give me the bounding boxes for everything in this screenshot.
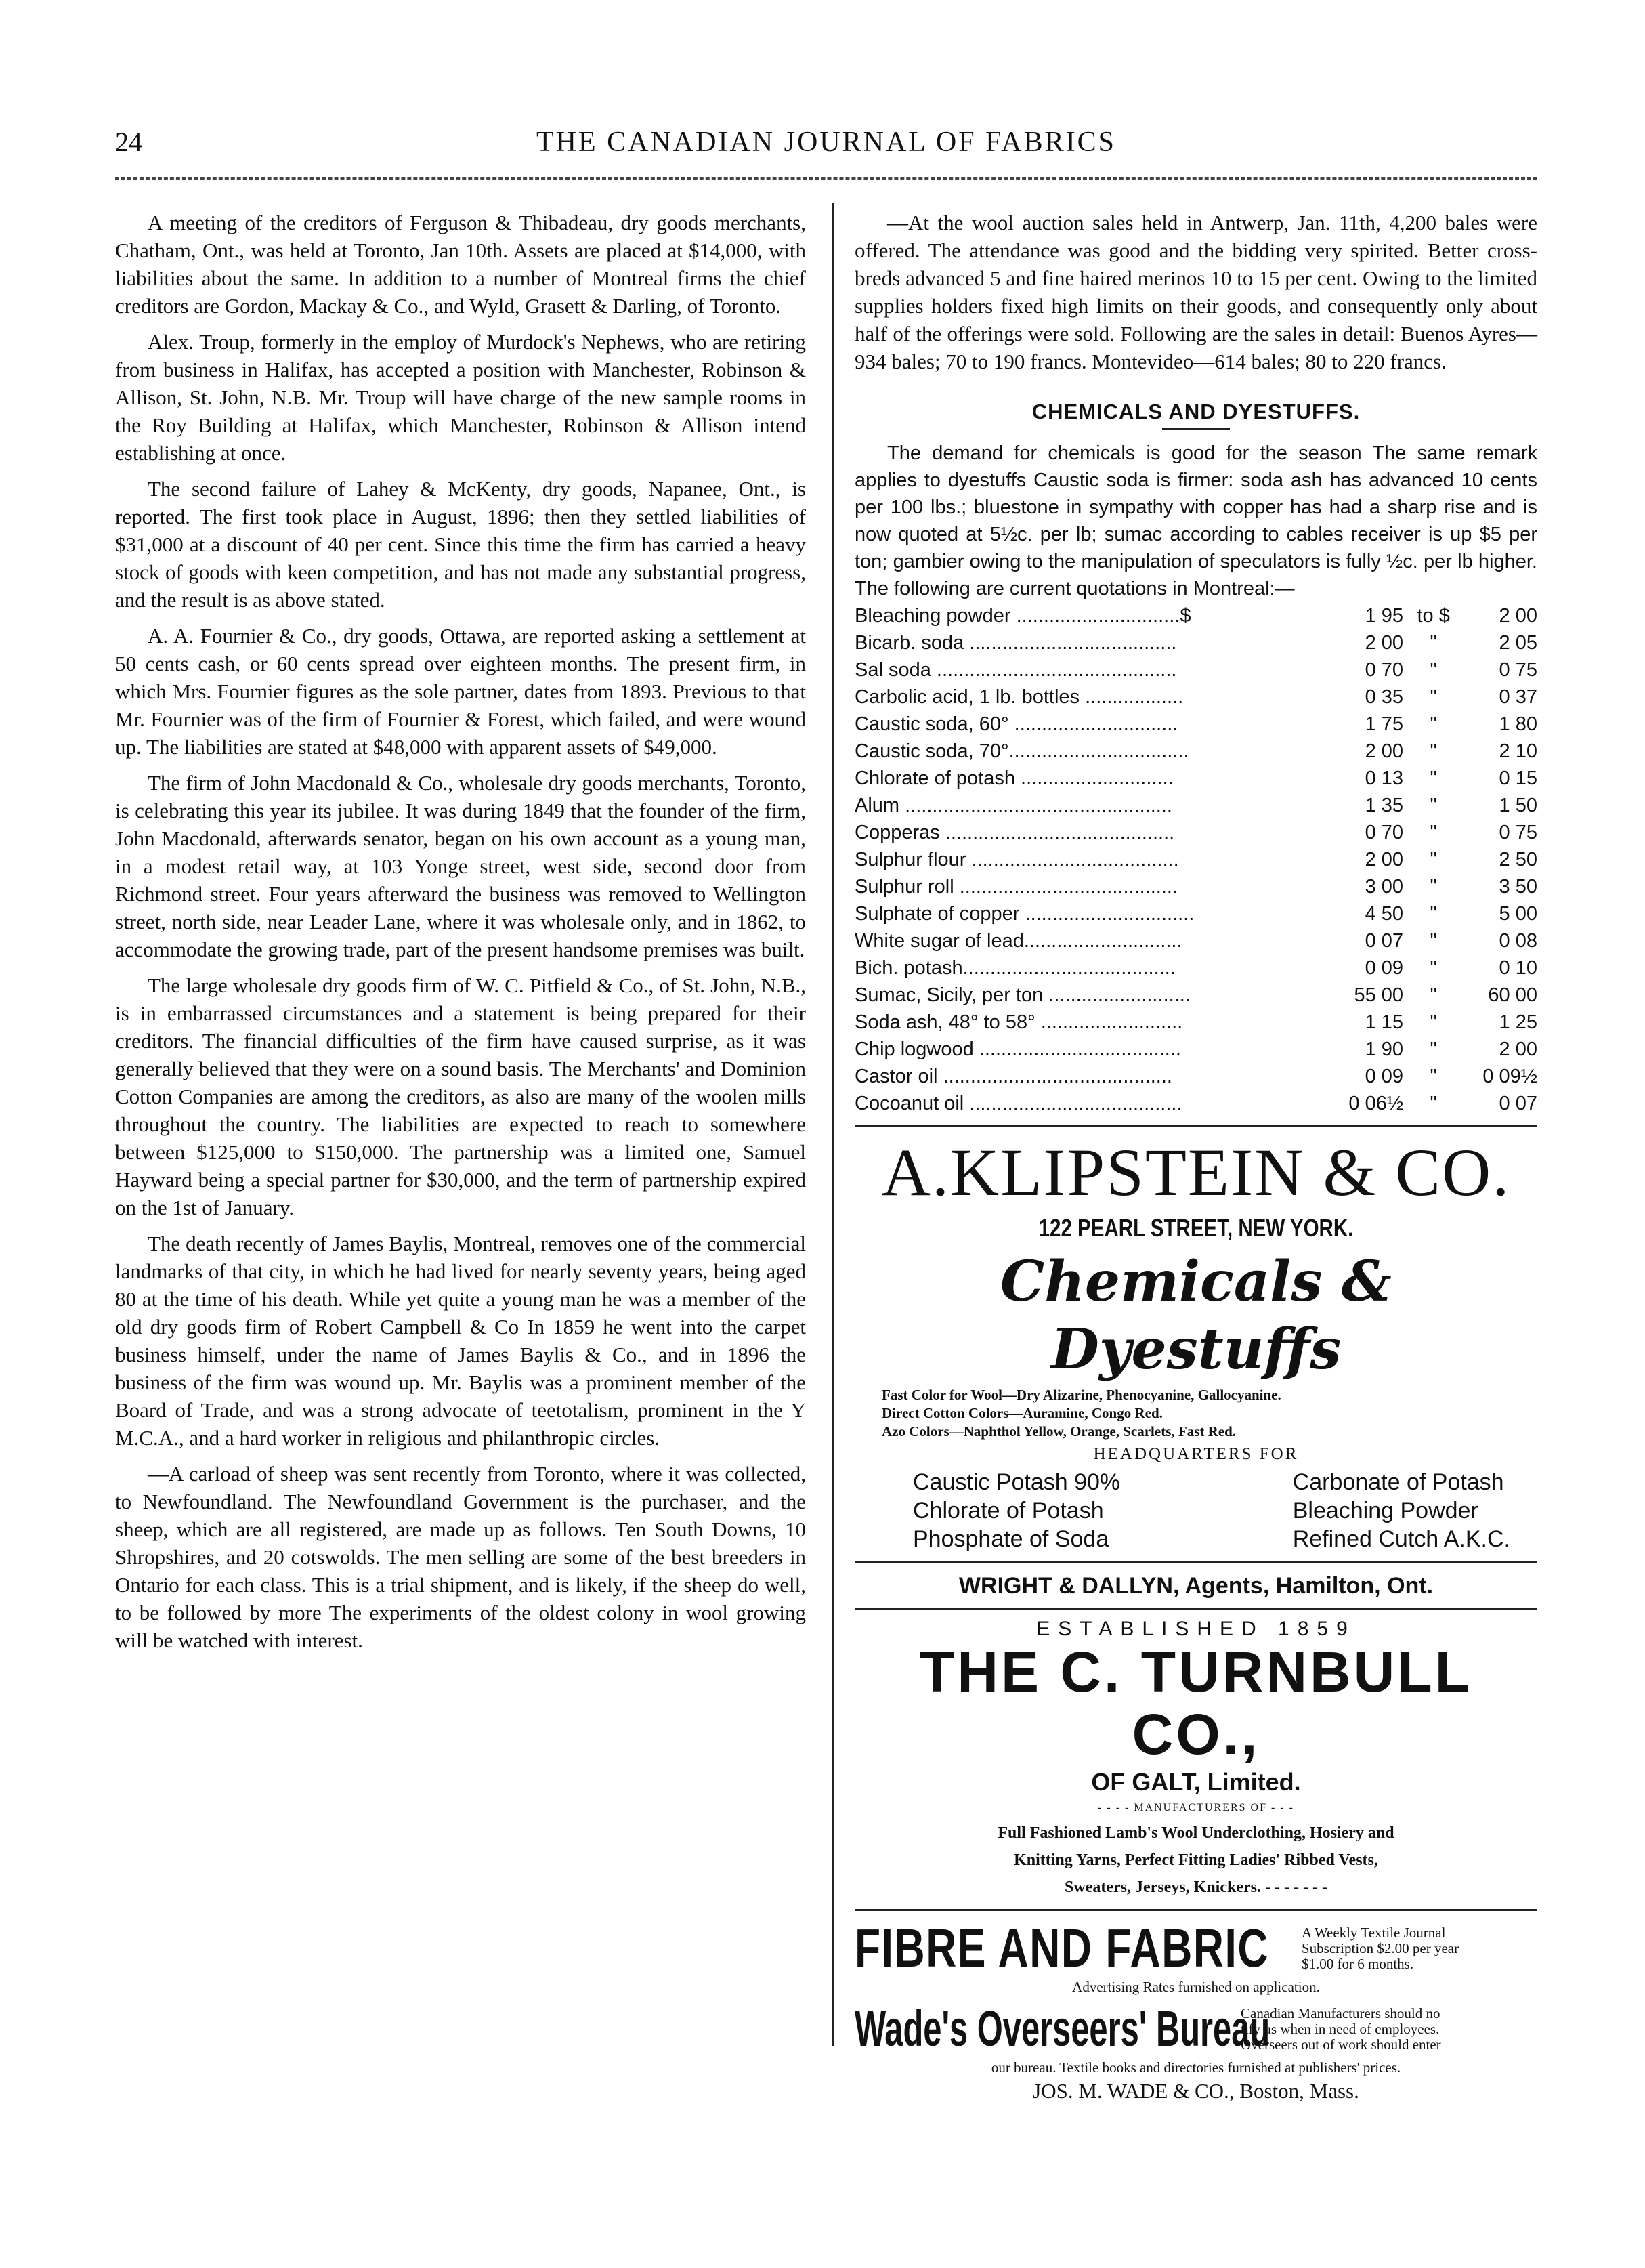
price-separator: " xyxy=(1430,795,1437,816)
price-high: 2 05 xyxy=(1499,632,1537,654)
ad-product: Phosphate of Soda xyxy=(913,1526,1109,1552)
ad-goods-line: Sweaters, Jerseys, Knickers. - - - - - - - xyxy=(1065,1878,1327,1896)
price-item: Soda ash, 48° to 58° .......................... xyxy=(855,1011,1183,1033)
ad-tagline: Chemicals & Dyestuffs xyxy=(1000,1249,1392,1382)
price-separator: " xyxy=(1430,930,1437,952)
ad-wade-description xyxy=(1241,2006,1441,2053)
price-separator: " xyxy=(1430,876,1437,898)
price-row xyxy=(855,738,1537,765)
page-header xyxy=(115,126,1537,167)
price-separator: to $ xyxy=(1417,605,1450,627)
price-item: Sal soda ............................................ xyxy=(855,659,1177,681)
price-high: 2 00 xyxy=(1499,605,1537,627)
price-separator: " xyxy=(1430,659,1437,681)
column-divider xyxy=(832,203,834,2046)
price-item: Caustic soda, 70°................................. xyxy=(855,740,1189,762)
price-item: Cocoanut oil ....................................... xyxy=(855,1093,1182,1114)
right-column xyxy=(855,209,1537,2103)
price-item: Bicarb. soda ...................................... xyxy=(855,632,1177,654)
ad-product: Bleaching Powder xyxy=(1292,1498,1478,1524)
section-rule xyxy=(855,1125,1537,1127)
price-row xyxy=(855,1009,1537,1036)
price-low: 1 15 xyxy=(1365,1011,1404,1033)
heading-rule xyxy=(1162,428,1230,430)
price-row xyxy=(855,1090,1537,1117)
price-item: Castor oil .......................................... xyxy=(855,1066,1172,1087)
ad-fibre-row xyxy=(855,1919,1537,1977)
price-item: Chip logwood ..................................... xyxy=(855,1038,1181,1060)
price-low: 1 35 xyxy=(1365,795,1404,816)
ad-colors-line: Fast Color for Wool—Dry Alizarine, Phenocyanine, Gallocyanine. xyxy=(882,1387,1281,1403)
price-high: 0 07 xyxy=(1499,1093,1537,1114)
price-item: Sulphur roll ........................................ xyxy=(855,876,1178,898)
ad-agents: WRIGHT & DALLYN, Agents, Hamilton, Ont. xyxy=(958,1573,1434,1599)
price-separator: " xyxy=(1430,957,1437,979)
price-item: Chlorate of potash ............................ xyxy=(855,768,1174,789)
price-row xyxy=(855,711,1537,738)
ad-description-line: Canadian Manufacturers should no xyxy=(1241,2004,1440,2021)
news-paragraph: —A carload of sheep was sent recently from Toronto, where it was collected, to Newfoundland. The Newfoundland Government is the purchaser, and the sheep, which are all registered, are made up as follows. Ten South Downs, 10 Shropshires, and 20 cotswolds. The men selling are some of the best breeders in Ontario for each class. This is a trial shipment, and is likely, if the sheep do well, to be followed by more The experiments of the oldest colony in wool growing will be watched with interest. xyxy=(115,1462,806,1652)
price-low: 1 75 xyxy=(1365,713,1404,735)
ad-products xyxy=(855,1468,1537,1553)
price-high: 5 00 xyxy=(1499,903,1537,925)
price-low: 0 09 xyxy=(1365,957,1404,979)
ad-goods-line: Full Fashioned Lamb's Wool Underclothing, Hosiery and xyxy=(998,1824,1394,1842)
ad-rule xyxy=(855,1561,1537,1563)
price-high: 1 80 xyxy=(1499,713,1537,735)
price-row xyxy=(855,1036,1537,1063)
ad-company-name: A.KLIPSTEIN & CO. xyxy=(881,1135,1511,1210)
price-low: 4 50 xyxy=(1365,903,1404,925)
price-high: 2 00 xyxy=(1499,1038,1537,1060)
price-item: Carbolic acid, 1 lb. bottles .................. xyxy=(855,686,1184,708)
price-high: 0 15 xyxy=(1499,768,1537,789)
ad-product: Caustic Potash 90% xyxy=(913,1469,1121,1495)
fibre-and-fabric-advertisement xyxy=(855,1919,1537,1996)
news-paragraph: A meeting of the creditors of Ferguson & Thibadeau, dry goods merchants, Chatham, Ont., was held at Toronto, Jan 10th. Assets are placed at $14,000, with liabilities about the same. In addition to a number of Montreal firms the chief creditors are Gordon, Mackay & Co., and Wyld, Grasett & Darling, of Toronto. xyxy=(115,211,806,318)
price-item: Sulphur flour ...................................... xyxy=(855,849,1179,870)
price-item: Copperas .......................................... xyxy=(855,822,1175,843)
price-item: White sugar of lead............................. xyxy=(855,930,1182,952)
news-paragraph: The second failure of Lahey & McKenty, dry goods, Napanee, Ont., is reported. The first took place in August, 1896; then they settled liabilities of $31,000 at a discount of 40 per cent. Since this time the firm has carried a heavy stock of goods with keen competition, and has not made any substantial progress, and the result is as above stated. xyxy=(115,477,806,612)
ad-colors-line: Azo Colors—Naphthol Yellow, Orange, Scarlets, Fast Red. xyxy=(882,1423,1237,1440)
price-row xyxy=(855,927,1537,954)
ad-product: Chlorate of Potash xyxy=(913,1498,1104,1524)
ad-wade-row xyxy=(855,2001,1537,2057)
price-low: 0 13 xyxy=(1365,768,1404,789)
price-low: 1 95 xyxy=(1365,605,1404,627)
price-high: 1 25 xyxy=(1499,1011,1537,1033)
news-paragraph: The firm of John Macdonald & Co., wholesale dry goods merchants, Toronto, is celebrating this year its jubilee. It was during 1849 that the founder of the firm, John Macdonald, afterwards senator, began on his own account as a young man, in a modest retail way, at 103 Yonge street, west side, second door from Richmond street. Four years afterward the business was removed to Wellington street, north side, near Leader Lane, where it was wholesale only, and in 1862, to accommodate the growing trade, part of the present handsome premises was built. xyxy=(115,771,806,961)
price-item: Caustic soda, 60° .............................. xyxy=(855,713,1178,735)
ad-location: OF GALT, Limited. xyxy=(1091,1768,1301,1796)
ad-description-line: A Weekly Textile Journal xyxy=(1302,1924,1446,1941)
price-separator: " xyxy=(1430,903,1437,925)
price-item: Alum ................................................. xyxy=(855,795,1172,816)
header-rule xyxy=(115,177,1537,180)
price-separator: " xyxy=(1430,632,1437,654)
price-item: Bich. potash....................................... xyxy=(855,957,1176,979)
price-high: 0 08 xyxy=(1499,930,1537,952)
price-low: 2 00 xyxy=(1365,849,1404,870)
price-high: 3 50 xyxy=(1499,876,1537,898)
price-row xyxy=(855,1063,1537,1090)
price-row xyxy=(855,792,1537,819)
price-high: 2 50 xyxy=(1499,849,1537,870)
price-separator: " xyxy=(1430,1038,1437,1060)
price-high: 0 75 xyxy=(1499,822,1537,843)
price-row xyxy=(855,684,1537,711)
chemicals-heading: CHEMICALS AND DYESTUFFS. xyxy=(1031,400,1361,423)
price-item: Bleaching powder ..............................$ xyxy=(855,605,1191,627)
price-row xyxy=(855,629,1537,656)
price-high: 0 37 xyxy=(1499,686,1537,708)
price-row xyxy=(855,765,1537,792)
ad-manufacturers-label: - - - - MANUFACTURERS OF - - - xyxy=(1098,1802,1294,1813)
price-high: 60 00 xyxy=(1488,984,1537,1006)
ad-description-line: tify us when in need of employees. xyxy=(1241,2020,1440,2037)
price-low: 0 70 xyxy=(1365,822,1404,843)
price-low: 2 00 xyxy=(1365,740,1404,762)
news-paragraph: The large wholesale dry goods firm of W. C. Pitfield & Co., of St. John, N.B., is in embarrassed circumstances and a statement is being prepared for their creditors. The financial difficulties of the firm have caused surprise, as it was generally believed that they were on a sound basis. The Merchants' and Dominion Cotton Companies are among the creditors, as also are many of the woolen mills throughout the country. The liabilities are expected to reach to somewhere between $125,000 to $150,000. The partnership was a limited one, Samuel Hayward being a special partner for $30,000, and the term of partnership expired on the 1st of January. xyxy=(115,973,806,1219)
price-separator: " xyxy=(1430,984,1437,1006)
price-row xyxy=(855,954,1537,982)
price-separator: " xyxy=(1430,768,1437,789)
section-rule xyxy=(855,1909,1537,1911)
ad-company-name: THE C. TURNBULL CO., xyxy=(920,1640,1472,1766)
price-row xyxy=(855,982,1537,1009)
ad-signature: JOS. M. WADE & CO., Boston, Mass. xyxy=(1033,2079,1359,2103)
section-rule xyxy=(855,1608,1537,1610)
news-paragraph: Alex. Troup, formerly in the employ of Murdock's Nephews, who are retiring from business in Halifax, has accepted a position with Manchester, Robinson & Allison, St. John, N.B. Mr. Troup will have charge of the new sample rooms in the Roy Building at Halifax, which Manchester, Robinson & Allison intend establishing at once. xyxy=(115,330,806,465)
ad-description-line: Subscription $2.00 per year xyxy=(1302,1939,1459,1956)
price-low: 0 09 xyxy=(1365,1066,1404,1087)
price-separator: " xyxy=(1430,849,1437,870)
page-number: 24 xyxy=(115,127,142,157)
price-high: 0 10 xyxy=(1499,957,1537,979)
ad-rates-note: Advertising Rates furnished on application. xyxy=(1072,1979,1320,1995)
price-low: 3 00 xyxy=(1365,876,1404,898)
price-item: Sulphate of copper ............................... xyxy=(855,903,1195,925)
ad-goods-line: Knitting Yarns, Perfect Fitting Ladies' Ribbed Vests, xyxy=(1014,1851,1378,1869)
price-separator: " xyxy=(1430,686,1437,708)
ad-address: 122 PEARL STREET, NEW YORK. xyxy=(1038,1214,1354,1242)
price-row xyxy=(855,846,1537,873)
ad-products-left xyxy=(913,1468,1120,1553)
price-low: 0 07 xyxy=(1365,930,1404,952)
price-separator: " xyxy=(1430,713,1437,735)
ad-established: ESTABLISHED 1859 xyxy=(1036,1618,1356,1640)
price-low: 0 06½ xyxy=(1348,1093,1404,1114)
price-low: 55 00 xyxy=(1354,984,1404,1006)
ad-publication-name: FIBRE AND FABRIC xyxy=(855,1918,1269,1978)
price-separator: " xyxy=(1430,1011,1437,1033)
turnbull-advertisement xyxy=(855,1618,1537,1901)
wool-auction-paragraph: —At the wool auction sales held in Antwerp, Jan. 11th, 4,200 bales were offered. The attendance was good and the bidding very spirited. Better cross-breds advanced 5 and fine haired merinos 10 to 15 per cent. Owing to the limited supplies holders fixed high limits on their goods, and consequently only about half of the offerings were sold. Following are the sales in detail: Buenos Ayres—934 bales; 70 to 190 francs. Montevideo—614 bales; 80 to 220 francs. xyxy=(855,211,1537,373)
price-row xyxy=(855,900,1537,927)
ad-products-right xyxy=(1293,1468,1510,1553)
ad-product: Refined Cutch A.K.C. xyxy=(1292,1526,1510,1552)
ad-fibre-description xyxy=(1302,1925,1459,1972)
price-separator: " xyxy=(1430,740,1437,762)
price-row xyxy=(855,819,1537,846)
ad-headquarters-label: HEADQUARTERS FOR xyxy=(1093,1445,1299,1463)
news-paragraph: The death recently of James Baylis, Montreal, removes one of the commercial landmarks of that city, in which he had lived for nearly seventy years, being aged 80 at the time of his death. While yet quite a young man he was a member of the old dry goods firm of Robert Campbell & Co In 1859 he went into the carpet business himself, under the name of James Baylis & Co., and in 1896 the business of the firm was wound up. Mr. Baylis was a prominent member of the Board of Trade, and was a strong advocate of teetotalism, prominent in the Y M.C.A., and a hard worker in religious and philanthropic circles. xyxy=(115,1232,806,1450)
klipstein-advertisement xyxy=(855,1135,1537,1599)
price-high: 2 10 xyxy=(1499,740,1537,762)
price-separator: " xyxy=(1430,1093,1437,1114)
ad-description-line: Overseers out of work should enter xyxy=(1241,2036,1441,2053)
ad-bureau-note: our bureau. Textile books and directories furnished at publishers' prices. xyxy=(991,2059,1401,2076)
left-column xyxy=(115,209,806,2065)
ad-description-line: $1.00 for 6 months. xyxy=(1302,1955,1414,1972)
price-row xyxy=(855,873,1537,900)
price-high: 0 75 xyxy=(1499,659,1537,681)
price-low: 0 70 xyxy=(1365,659,1404,681)
price-low: 1 90 xyxy=(1365,1038,1404,1060)
price-separator: " xyxy=(1430,822,1437,843)
price-low: 0 35 xyxy=(1365,686,1404,708)
price-table xyxy=(855,602,1537,1117)
price-high: 1 50 xyxy=(1499,795,1537,816)
journal-title: THE CANADIAN JOURNAL OF FABRICS xyxy=(536,127,1117,158)
price-row xyxy=(855,656,1537,684)
ad-colors-line: Direct Cotton Colors—Auramine, Congo Red. xyxy=(882,1405,1163,1421)
ad-bureau-name: Wade's Overseers' Bureau xyxy=(855,2000,1270,2057)
price-low: 2 00 xyxy=(1365,632,1404,654)
chemicals-intro: The demand for chemicals is good for the season The same remark applies to dyestuffs Caustic soda is firmer: soda ash has advanced 10 cents per 100 lbs.; bluestone in sympathy with copper has had a sharp rise and is now quoted at 5½c. per lb; sumac according to cables receiver is up $5 per ton; gambier owing to the manipulation of speculators is fully ½c. per lb higher. The following are current quotations in Montreal:— xyxy=(855,442,1537,600)
ad-product: Carbonate of Potash xyxy=(1292,1469,1504,1495)
price-item: Sumac, Sicily, per ton .......................... xyxy=(855,984,1191,1006)
price-high: 0 09½ xyxy=(1482,1066,1537,1087)
news-paragraph: A. A. Fournier & Co., dry goods, Ottawa, are reported asking a settlement at 50 cents cash, or 60 cents spread over eighteen months. The present firm, in which Mrs. Fournier figures as the sole partner, dates from 1893. Previous to that Mr. Fournier was of the firm of Fournier & Forest, which failed, and were wound up. The liabilities are stated at $48,000 with apparent assets of $49,000. xyxy=(115,624,806,759)
wade-advertisement xyxy=(855,2001,1537,2103)
price-separator: " xyxy=(1430,1066,1437,1087)
price-row xyxy=(855,602,1537,629)
